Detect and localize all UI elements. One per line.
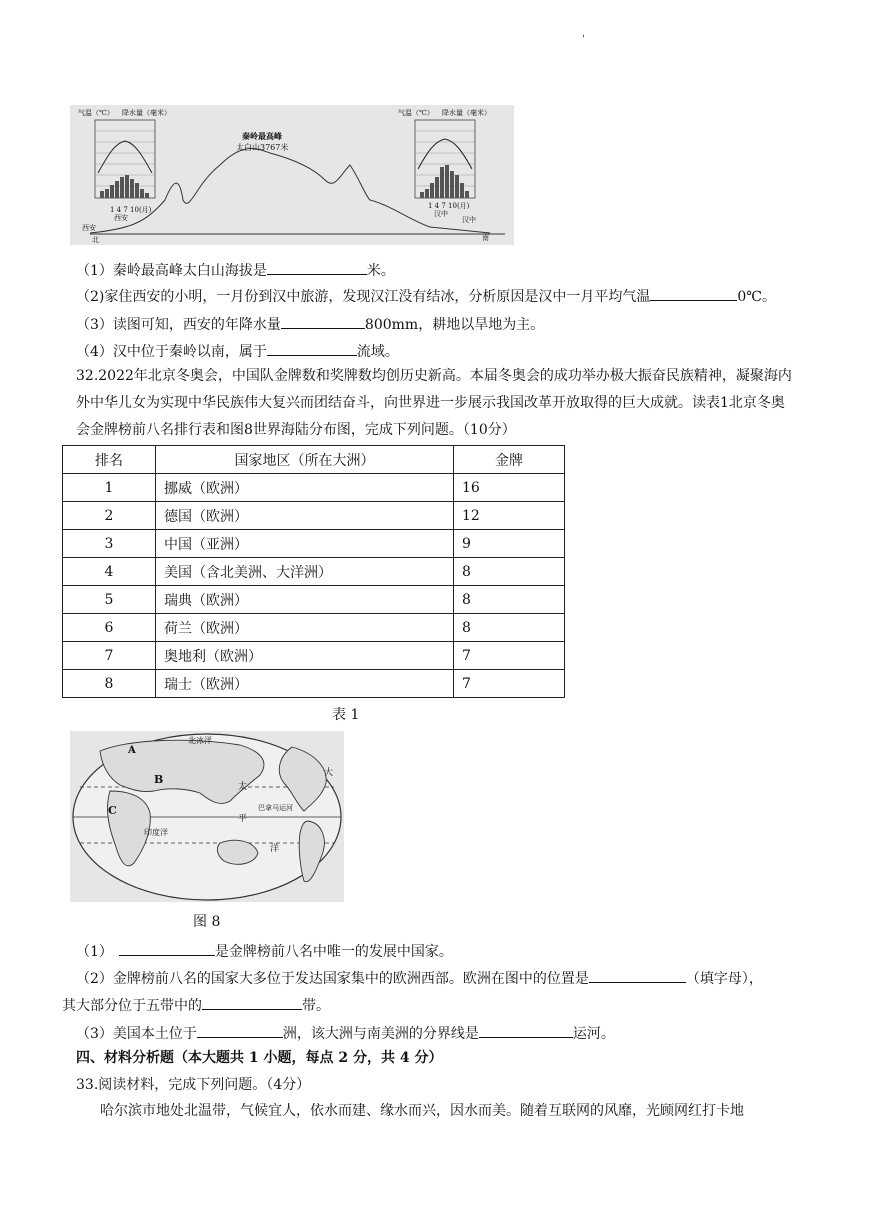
q31-1-blank[interactable] (267, 260, 367, 275)
q31-2 (76, 286, 776, 307)
cell-country: 中国（亚洲） (156, 530, 454, 558)
q31-4-text: （4）汉中位于秦岭以南，属于 (76, 344, 267, 360)
cell-rank: 4 (63, 558, 156, 586)
q32-3-mid: 洲，该大洲与南美洲的分界线是 (282, 1026, 479, 1042)
right-temp-axis-title: 气温（℃） (398, 109, 434, 117)
q31-4-suffix: 流域。 (356, 344, 399, 360)
cell-rank: 1 (63, 474, 156, 502)
map-label-indian-ocean: 印度洋 (144, 828, 168, 837)
q32-3-blank-a[interactable] (197, 1023, 283, 1038)
q32-intro: 32.2022年北京冬奥会，中国队金牌数和奖牌数均创历史新高。本届冬奥会的成功举办极大振奋民族精神，凝聚海内外中华儿女为实现中华民族伟大复兴而团结奋斗，向世界进一步展示我国改革开放取得的巨大成就。读表1北京冬奥会金牌榜前八名排行表和图8世界海陆分布图，完成下列问题。（10分） (76, 368, 792, 438)
cell-gold: 16 (454, 474, 565, 502)
q32-2b-text: 其大部分位于五带中的 (62, 998, 202, 1014)
table-row (63, 614, 565, 642)
cell-rank: 7 (63, 642, 156, 670)
cell-gold: 8 (454, 586, 565, 614)
q32-1-text: 是金牌榜前八名中唯一的发展中国家。 (214, 944, 453, 960)
world-map-figure (70, 731, 344, 902)
cell-rank: 8 (63, 670, 156, 698)
q32-3-text: （3）美国本土位于 (76, 1026, 197, 1042)
table-row (63, 586, 565, 614)
q32-1-prefix: （1） (76, 944, 113, 960)
map-label-arctic-ocean: 北冰洋 (188, 736, 212, 745)
table-header-row (63, 446, 565, 474)
cell-rank: 2 (63, 502, 156, 530)
q32-2-text: （2）金牌榜前八名的国家大多位于发达国家集中的欧洲西部。欧洲在图中的位置是 (76, 971, 589, 987)
map-label-panama-canal: 巴拿马运河 (258, 804, 293, 812)
qinling-profile-figure (70, 105, 514, 245)
cell-country: 挪威（欧洲） (156, 474, 454, 502)
left-month-ticks: 1 4 7 10(月) (110, 206, 152, 214)
table-row (63, 502, 565, 530)
q31-2-blank[interactable] (650, 286, 737, 301)
peak-label: 太白山3767米 (236, 143, 289, 152)
gold-medal-table (62, 445, 565, 698)
cell-rank: 6 (63, 614, 156, 642)
header-rank: 排名 (63, 446, 156, 474)
map-caption: 图 8 (193, 914, 221, 930)
cell-country: 奥地利（欧洲） (156, 642, 454, 670)
cell-country: 美国（含北美洲、大洋洲） (156, 558, 454, 586)
table-caption: 表 1 (332, 707, 360, 723)
q33-title: 33.阅读材料，完成下列问题。（4分） (76, 1077, 311, 1093)
table-row (63, 558, 565, 586)
page-mark: ' (582, 34, 585, 45)
q32-2b-suffix: 带。 (302, 998, 330, 1014)
cell-gold: 8 (454, 558, 565, 586)
cell-country: 德国（欧洲） (156, 502, 454, 530)
cell-rank: 3 (63, 530, 156, 558)
right-city-label: 汉中 (462, 216, 476, 224)
north-label: 北 (92, 236, 99, 244)
q31-3-blank[interactable] (281, 314, 365, 329)
q31-2-text: （2)家住西安的小明，一月份到汉中旅游，发现汉江没有结冰，分析原因是汉中一月平均气温 (76, 289, 651, 305)
q31-3-text: （3）读图可知，西安的年降水量 (76, 317, 281, 333)
right-month-ticks: 1 4 7 10(月) (428, 202, 470, 210)
map-label-yang: 洋 (270, 844, 280, 854)
q31-4 (76, 341, 399, 362)
q31-1 (76, 260, 395, 281)
left-city-label: 西安 (82, 224, 96, 232)
left-station-label: 西安 (114, 214, 128, 222)
q31-1-text: （1）秦岭最高峰太白山海拔是 (76, 263, 267, 279)
table-row (63, 474, 565, 502)
q31-1-suffix: 米。 (366, 263, 395, 279)
section-4-title: 四、材料分析题（本大题共 1 小题，每点 2 分，共 4 分） (76, 1050, 443, 1066)
right-precip-axis-title: 降水量（毫米） (442, 109, 491, 117)
q32-1-blank[interactable] (119, 941, 215, 956)
cell-gold: 9 (454, 530, 565, 558)
south-label: 南 (482, 234, 489, 242)
cell-gold: 12 (454, 502, 565, 530)
map-label-a: A (128, 745, 136, 756)
qinling-profile-svg (70, 105, 514, 245)
table-row (63, 670, 565, 698)
header-country: 国家地区（所在大洲） (156, 446, 454, 474)
q32-3-blank-b[interactable] (479, 1023, 573, 1038)
peak-title: 秦岭最高峰 (242, 131, 282, 141)
cell-country: 荷兰（欧洲） (156, 614, 454, 642)
q31-2-suffix: 0℃。 (737, 289, 776, 305)
cell-rank: 5 (63, 586, 156, 614)
q32-3 (76, 1023, 615, 1044)
cell-gold: 7 (454, 642, 565, 670)
cell-country: 瑞典（欧洲） (156, 586, 454, 614)
map-label-ping: 平 (238, 814, 248, 824)
q32-2 (76, 968, 763, 989)
q32-2b (62, 995, 330, 1016)
q32-1 (76, 941, 453, 962)
q31-3 (76, 314, 544, 335)
table-row (63, 530, 565, 558)
q33-material: 哈尔滨市地处北温带，气候宜人，依水而建、缘水而兴，因水而美。随着互联网的风靡，光顾网红打卡地 (100, 1103, 744, 1119)
cell-gold: 8 (454, 614, 565, 642)
left-temp-axis-title: 气温（℃） (78, 109, 114, 117)
q32-2-blank[interactable] (589, 968, 686, 983)
cell-gold: 7 (454, 670, 565, 698)
q31-4-blank[interactable] (267, 341, 357, 356)
map-label-b: B (154, 773, 164, 786)
map-label-c: C (108, 804, 117, 817)
map-label-tai: 太 (238, 782, 248, 792)
table-row (63, 642, 565, 670)
q32-3-suffix: 运河。 (572, 1026, 615, 1042)
q31-3-suffix: 800mm，耕地以旱地为主。 (364, 317, 545, 333)
q32-2b-blank[interactable] (202, 995, 302, 1010)
header-gold: 金牌 (454, 446, 565, 474)
map-label-da: 大 (324, 768, 334, 778)
cell-country: 瑞士（欧洲） (156, 670, 454, 698)
left-precip-axis-title: 降水量（毫米） (122, 109, 171, 117)
right-station-label: 汉中 (434, 210, 448, 218)
q32-2-suffix: （填字母）， (685, 971, 763, 987)
